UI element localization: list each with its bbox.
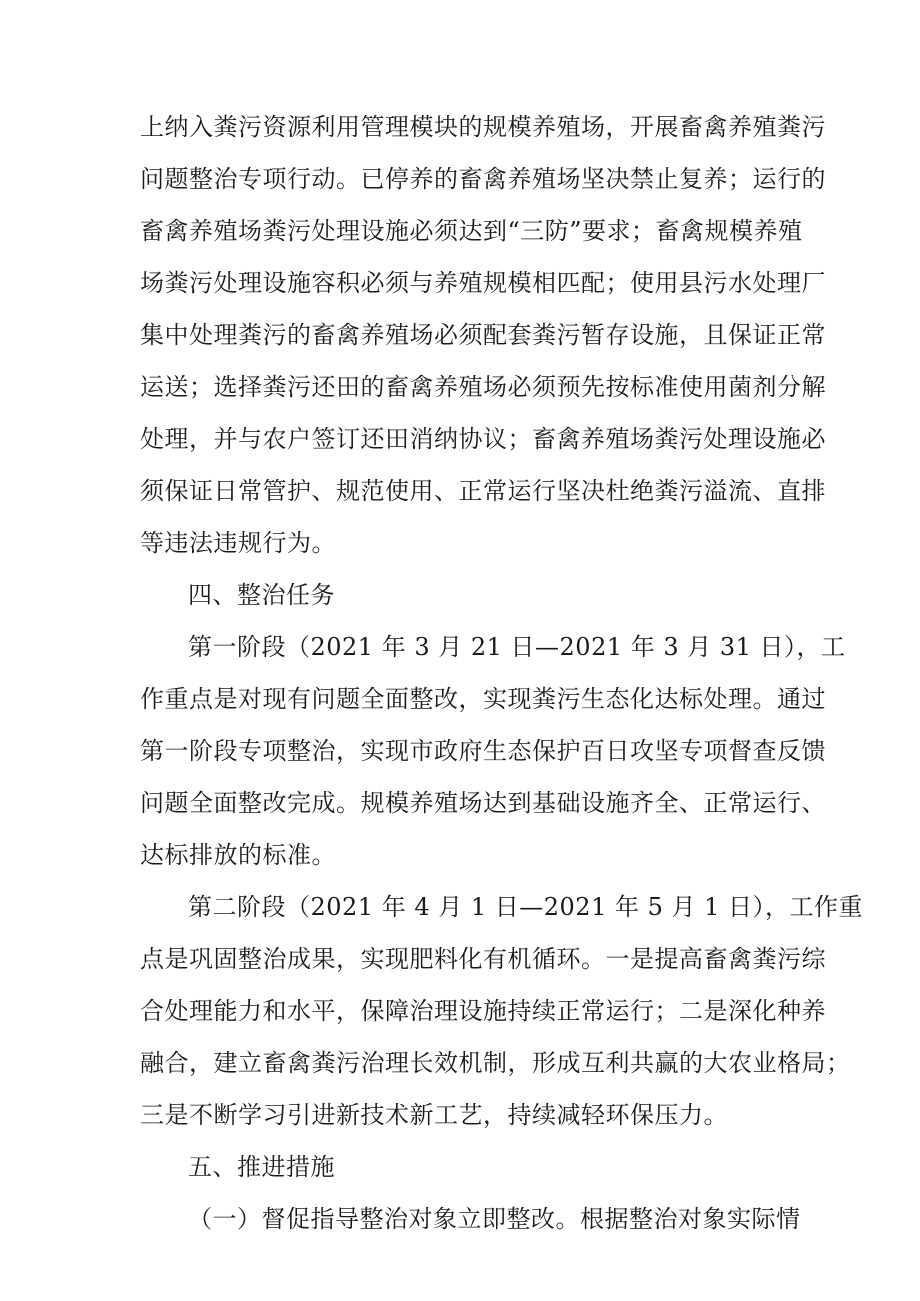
paragraph-line: 作重点是对现有问题全面整改，实现粪污生态化达标处理。通过 xyxy=(140,685,826,713)
paragraph-line: 问题整治专项行动。已停养的畜禽养殖场坚决禁止复养；运行的 xyxy=(140,165,826,193)
paragraph-line: 畜禽养殖场粪污处理设施必须达到“三防”要求；畜禽规模养殖 xyxy=(140,217,803,245)
paragraph-line: 场粪污处理设施容积必须与养殖规模相匹配；使用县污水处理厂 xyxy=(140,269,826,297)
section-heading: 四、整治任务 xyxy=(188,581,335,609)
paragraph-line: 三是不断学习引进新技术新工艺，持续减轻环保压力。 xyxy=(140,1101,728,1129)
paragraph-line: 集中处理粪污的畜禽养殖场必须配套粪污暂存设施，且保证正常 xyxy=(140,321,826,349)
paragraph-line: 等违法违规行为。 xyxy=(140,529,336,557)
paragraph-line: 第二阶段（2021 年 4 月 1 日—2021 年 5 月 1 日），工作重 xyxy=(188,893,864,921)
paragraph-line: 须保证日常管护、规范使用、正常运行坚决杜绝粪污溢流、直排 xyxy=(140,477,826,505)
paragraph-line: 点是巩固整治成果，实现肥料化有机循环。一是提高畜禽粪污综 xyxy=(140,945,826,973)
paragraph-line: 融合，建立畜禽粪污治理长效机制，形成互利共赢的大农业格局； xyxy=(140,1049,851,1077)
section-heading: 五、推进措施 xyxy=(188,1153,335,1181)
paragraph-line: 第一阶段专项整治，实现市政府生态保护百日攻坚专项督查反馈 xyxy=(140,737,826,765)
paragraph-line: 问题全面整改完成。规模养殖场达到基础设施齐全、正常运行、 xyxy=(140,789,826,817)
paragraph-line: 上纳入粪污资源利用管理模块的规模养殖场，开展畜禽养殖粪污 xyxy=(140,113,826,141)
paragraph-line: 第一阶段（2021 年 3 月 21 日—2021 年 3 月 31 日），工 xyxy=(188,633,846,661)
paragraph-line: 运送；选择粪污还田的畜禽养殖场必须预先按标准使用菌剂分解 xyxy=(140,373,826,401)
paragraph-line: 合处理能力和水平，保障治理设施持续正常运行；二是深化种养 xyxy=(140,997,826,1025)
paragraph-line: 达标排放的标准。 xyxy=(140,841,336,869)
paragraph-line: 处理，并与农户签订还田消纳协议；畜禽养殖场粪污处理设施必 xyxy=(140,425,826,453)
paragraph-line: （一）督促指导整治对象立即整改。根据整治对象实际情 xyxy=(188,1205,801,1233)
